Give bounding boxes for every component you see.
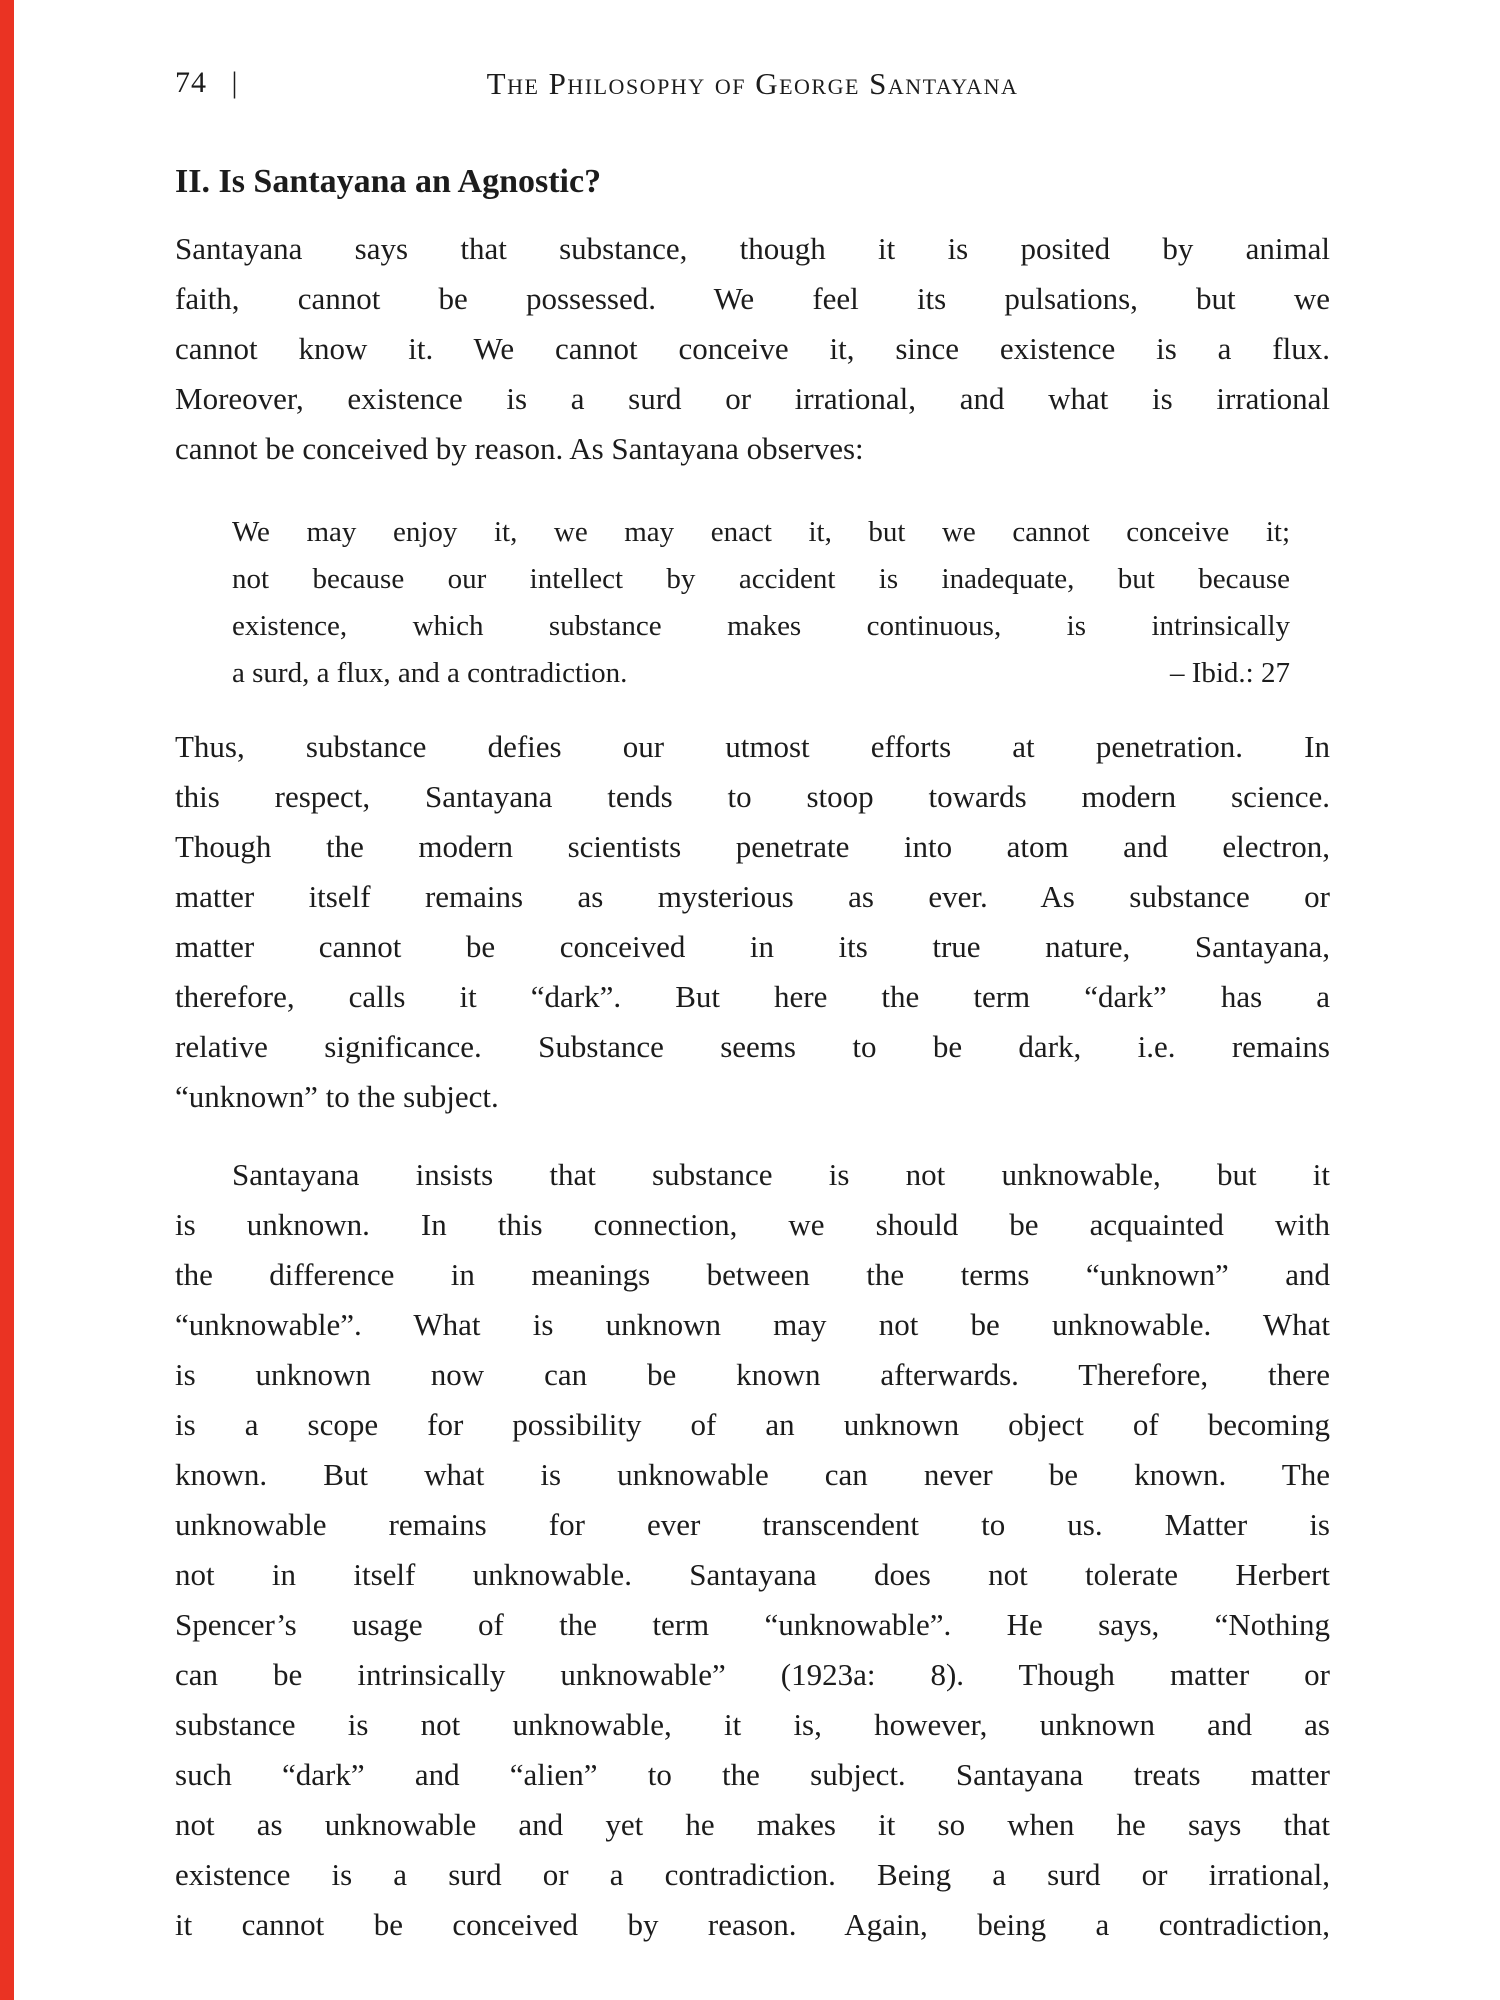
text-line: Moreover, existence is a surd or irrational, and what is irrational	[175, 381, 1330, 416]
text-line: “unknowable”. What is unknown may not be unknowable. What	[175, 1307, 1330, 1342]
text-line: therefore, calls it “dark”. But here the term “dark” has a	[175, 979, 1330, 1014]
text-line: relative significance. Substance seems to be dark, i.e. remains	[175, 1029, 1330, 1064]
text-line: Though the modern scientists penetrate into atom and electron,	[175, 829, 1330, 864]
text-line: matter itself remains as mysterious as ever. As substance or	[175, 879, 1330, 914]
quote-line: a surd, a flux, and a contradiction.	[232, 657, 628, 689]
text-line: existence is a surd or a contradiction. Being a surd or irrational,	[175, 1857, 1330, 1892]
text-line: known. But what is unknowable can never be known. The	[175, 1457, 1330, 1492]
text-line: is unknown. In this connection, we should be acquainted with	[175, 1207, 1330, 1242]
header-divider: |	[231, 66, 239, 99]
book-edge-strip	[0, 0, 14, 2000]
paragraph-2	[175, 722, 1330, 1122]
paragraph-3	[175, 1150, 1330, 1950]
quote-line: not because our intellect by accident is inadequate, but because	[232, 563, 1290, 595]
page-header	[175, 66, 1330, 108]
book-title: The Philosophy of George Santayana	[486, 66, 1019, 101]
text-line: cannot know it. We cannot conceive it, since existence is a flux.	[175, 331, 1330, 366]
page	[175, 0, 1330, 1950]
quote-line: We may enjoy it, we may enact it, but we cannot conceive it;	[232, 516, 1290, 548]
paragraph-1	[175, 224, 1330, 474]
text-line: matter cannot be conceived in its true nature, Santayana,	[175, 929, 1330, 964]
quote-citation: – Ibid.: 27	[1169, 657, 1290, 689]
text-line: substance is not unknowable, it is, however, unknown and as	[175, 1707, 1330, 1742]
text-line: the difference in meanings between the terms “unknown” and	[175, 1257, 1330, 1292]
text-line: not as unknowable and yet he makes it so when he says that	[175, 1807, 1330, 1842]
text-line: is a scope for possibility of an unknown object of becoming	[175, 1407, 1330, 1442]
text-line: Thus, substance defies our utmost efforts at penetration. In	[175, 729, 1330, 764]
blockquote	[175, 509, 1330, 697]
text-line: this respect, Santayana tends to stoop towards modern science.	[175, 779, 1330, 814]
text-line: such “dark” and “alien” to the subject. Santayana treats matter	[175, 1757, 1330, 1792]
text-line: not in itself unknowable. Santayana does not tolerate Herbert	[175, 1557, 1330, 1592]
quote-line: existence, which substance makes continuous, is intrinsically	[232, 610, 1290, 642]
text-line: is unknown now can be known afterwards. Therefore, there	[175, 1357, 1330, 1392]
text-line: Spencer’s usage of the term “unknowable”. He says, “Nothing	[175, 1607, 1330, 1642]
page-number: 74	[175, 66, 207, 99]
text-line: Santayana says that substance, though it is posited by animal	[175, 231, 1330, 266]
section-heading: II. Is Santayana an Agnostic?	[175, 163, 602, 200]
text-line: Santayana insists that substance is not unknowable, but it	[232, 1157, 1330, 1192]
quote-last-row	[232, 650, 1290, 697]
text-line: cannot be conceived by reason. As Santayana observes:	[175, 431, 864, 466]
text-line: faith, cannot be possessed. We feel its pulsations, but we	[175, 281, 1330, 316]
text-line: it cannot be conceived by reason. Again, being a contradiction,	[175, 1907, 1330, 1942]
text-line: “unknown” to the subject.	[175, 1079, 499, 1114]
page-number-group	[175, 66, 239, 100]
text-line: can be intrinsically unknowable” (1923a: 8). Though matter or	[175, 1657, 1330, 1692]
text-line: unknowable remains for ever transcendent to us. Matter is	[175, 1507, 1330, 1542]
